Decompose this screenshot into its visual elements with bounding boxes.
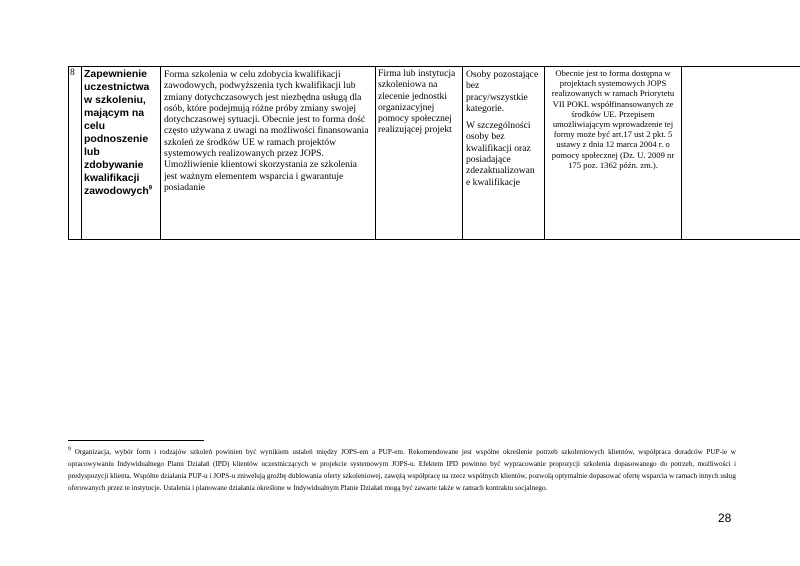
legal-basis: Obecnie jest to forma dostępna w projektach systemowych JOPS realizowanych w ramach Priorytetu VII POKL współfinansowanych ze środków UE. Przepisem umożliwiającym wprowadzenie tej formy może być art.17 ust 2 pkt. 5 ustawy z dnia 12 marca 2004 r. o pomocy społecznej (Dz. U. 2009 nr 175 poz. 1362 późn. zm.). xyxy=(545,67,682,240)
footnote-text: Organizacja, wybór form i rodzajów szkoleń powinien być wynikiem ustaleń między JOPS-em a PUP-em. Rekomendowane jest wspólne określenie potrzeb szkoleniowych klientów, współpraca doradców PUP-ie w opracowywaniu Indywidualnego Planu Działań (IPD) klientów uczestniczących w projekcie systemowym JOPS-u. Efektem IPD powinno być wypracowanie propozycji szkolenia dopasowanego do potrzeb, możliwości i predyspozycji klienta. Wspólne działania PUP-u i JOPS-u zniwelują groźbę dublowania oferty szkoleniowej, zawężą współpracę na rzecz wspólnych klientów, pozwolą optymalnie dopasować ofertę wsparcia w ramach innych usług oferowanych przez te instytucje. Ustalenia i planowane działania określone w Indywidualnym Planie Działań mogą być zawarte także w ramach kontraktu socjalnego. xyxy=(68,448,736,492)
row-number: 8 xyxy=(69,67,82,240)
target-group-general: Osoby pozostające bez pracy/wszystkie kategorie. xyxy=(466,69,539,114)
footnote-mark: 9 xyxy=(68,446,71,453)
service-title: Zapewnienie uczestnictwa w szkoleniu, mającym na celu podnoszenie lub zdobywanie kwalifikacji zawodowych xyxy=(84,68,150,197)
footnote-separator xyxy=(68,440,204,441)
service-title-cell xyxy=(82,67,161,240)
provider-institution: Firma lub instytucja szkoleniowa na zlecenie jednostki organizacyjnej pomocy społecznej realizującej projekt xyxy=(376,67,463,240)
footnote-reference[interactable]: 9 xyxy=(148,185,153,192)
footnote xyxy=(68,446,736,494)
service-description: Forma szkolenia w celu zdobycia kwalifikacji zawodowych, podwyższenia tych kwalifikacji lub zmiany dotychczasowych jest niezbędna usługą dla osób, które podejmują różne próby zmiany swojej dotychczasowej sytuacji. Obecnie jest to forma dość często używana z uwagi na możliwości finansowania szkoleń ze środków UE w ramach projektów systemowych realizowanych przez JOPS. Umożliwienie klientowi skorzystania ze szkolenia jest ważnym elementem wsparcia i gwarantuje posiadanie xyxy=(161,67,376,240)
page-number: 28 xyxy=(718,511,732,525)
empty-cell xyxy=(682,67,800,240)
target-group-cell xyxy=(463,67,545,240)
services-table xyxy=(68,66,800,240)
table-row xyxy=(69,67,800,240)
target-group-specific: W szczególności osoby bez kwalifikacji oraz posiadające zdezaktualizowan e kwalifikacje xyxy=(466,120,535,188)
